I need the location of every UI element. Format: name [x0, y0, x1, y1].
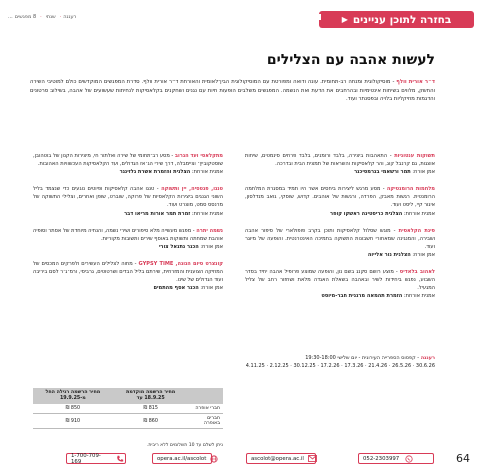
page-number: 64: [456, 452, 470, 465]
intro-text: - מוסיקולוגית ומנחה רב-תחומית. עונה ודואה ומפורטת עם המוסיקולוגית הבין־לאומית והאורחת ד״ר אורית וולף. סדרת המפגשים המוקדשים כולם למוטיבי השירה והחשק, מלווים בשיחות אינטימיות ובהרחבים את הדעת ואת הנשמה. המפגשים משלבים הופעות חיות עם נגנים ושחקנים בקלאסיקות לנחיתות שעשועים של אהבה, בשילוב סרטונים והדגמות מוזיקליות בלויה ובפסנתר ועוד.: [30, 79, 435, 103]
price-cell: חברי אופרה: [189, 404, 223, 414]
event-guide: אמנית אורחת: הזמרת תהמאה מרגנית חבר-מיוסט: [321, 293, 435, 300]
price-cell: 850 ₪: [33, 404, 113, 414]
event-guide: אמנית אורחת: הצלנית והזמרת אשרת גלזינגר: [119, 169, 223, 176]
phone-icon: [114, 454, 125, 463]
dates-block: [245, 354, 435, 370]
back-to-contents-button[interactable]: [319, 11, 474, 28]
event-name: מתקלאסי ועד הגרוב: [174, 153, 223, 159]
price-note: ניתן לשלם עד 10 תשלומים ללא ריבית.: [146, 443, 223, 448]
price-header-cell: מחיר הרשמה מוקדמת 18.9.25 עד: [113, 388, 189, 404]
telephone-number: 1-700-709-169: [71, 452, 101, 465]
breadcrumb-item: שנתי: [45, 14, 56, 20]
event-guide: אמן אורח: הצלנית נור אלייוה: [367, 251, 435, 258]
event-text: - מחוה לצלילים העשירים ולפרקים המכסים של המוזיקה הצוענית והמזרחית, שירתם בליל הבדים ושרטוטים, גרביסי, ורמ׳ג׳ר לסם ביריבה ועוד הגדולים של שינו.: [33, 260, 223, 284]
breadcrumb-item: 8 מפגשים: [14, 14, 37, 20]
telephone-contact[interactable]: [66, 453, 126, 464]
website-url: opera.ac.il/ascolot: [157, 455, 207, 462]
back-arrow-icon: ▶: [341, 15, 348, 24]
price-row: [33, 414, 223, 429]
dates-list: 4.11.25 · 2.12.25 · 30.12.25 · 17.2.26 · 17.3.26 · 21.4.26 · 26.5.26 · 30.6.26: [245, 363, 435, 369]
event-item: [33, 227, 223, 251]
event-name: קונצרט סיום הגונה, GYPSY TIME: [138, 260, 223, 267]
breadcrumb-item: ...רעננה: [8, 14, 77, 20]
dates-label: רעננה: [420, 355, 435, 361]
price-table-header: [33, 388, 223, 404]
event-item: [245, 152, 435, 176]
whatsapp-icon: [403, 454, 414, 463]
event-name: לאהוב בלאדיס: [399, 269, 435, 276]
event-name: תשוקות ענטוניות: [394, 153, 435, 159]
email-address: ascolot@opera.ac.il: [251, 455, 304, 462]
price-cell: 815 ₪: [113, 404, 189, 414]
back-label: בחזרה לתוכן עניינים: [352, 13, 452, 26]
intro-paragraph: [30, 78, 435, 104]
price-cell: 910 ₪: [33, 414, 113, 429]
page-title: לעשות אהבה עם הצלילים: [266, 52, 435, 68]
dates-schedule: - קפסוס הספרייה העירונית - יום שלישי: [337, 355, 421, 361]
globe-icon: [210, 454, 218, 463]
footer: [6, 452, 474, 468]
event-name: פינת הקלאסית: [398, 227, 435, 234]
email-contact[interactable]: [246, 453, 316, 464]
price-cell: 860 ₪: [113, 414, 189, 429]
phone-number: 052-2303997: [363, 455, 400, 462]
event-guide: אמן אורח: תמר ורשאמי בגרמסיכנר: [354, 169, 435, 176]
event-text: - התאהבות ביצירה, בלבד ורומנים, בלבד פרחים סינמטים, שיחות אוצגות, גם קרנבל קוג, והר קלאסיקות והשראות של תמצית הבית ובדרכה.: [245, 153, 435, 168]
price-row: [33, 404, 223, 414]
intro-lead: ד״ר אורית וולף: [396, 79, 435, 85]
events-column-right: [245, 152, 435, 309]
event-guide: אמנית אורחת: זמרת תמר אורות מריאו דבר: [124, 210, 223, 217]
price-header-cell: [189, 388, 223, 404]
event-text: - מפגש מעשייה מלא סיפורים ושירי נשמה, והנחיה מיוחדת של אסתר וסופיה אוהבת שמחתה ותשוקות באוסף שירים ותשובות מקוריות.: [33, 227, 223, 242]
event-name: מלחמות הרומנטיקה: [386, 186, 435, 193]
event-text: - מסע מרגש ליצירות ביחסים אשר היו תמיד במסגרת המלחמה הרומנטית. רגשות מאבק, הפרדה, ורגשות של אוהבים. קדוש, שוסקי, גואב מנדלסון, איגור קיי, ליסט ועוד.: [245, 186, 435, 209]
breadcrumb: ...רעננה·שנתי·8 מפגשים: [6, 14, 321, 20]
event-text: - מוגש שסלול קלאסיקות ותוכן בקרב פופולארי של סיפור אהבה ושבירה, והמנגינה שמאחורי חשבונות התשוקה בתמיכה האינטרנטית. והופעה של מיוגר ועוד.: [245, 227, 435, 250]
event-name: נשמה יתרה: [196, 227, 223, 234]
event-item: [245, 185, 435, 217]
price-header-cell: מחיר הרשמה רגילה החל מ-19.9.25: [33, 388, 113, 404]
event-guide: אמנית אורחת: הצלנית כריסטינה ראשקו קופר: [330, 210, 435, 217]
event-item: [33, 152, 223, 176]
phone-contact[interactable]: [358, 453, 434, 464]
price-table: [33, 388, 223, 429]
price-cell: חברים באופרה: [189, 414, 223, 429]
event-guide: אמן אורח: הכנר נתנאל צורי: [158, 243, 223, 250]
event-text: - טנגו אהבה קלאסיקות ופיוטים נוגעים כדי שנצמד בליל השוני הגנגים ביצירות הקלאסיות של פרוקה, שוברט, שופן ואחרים, וצלילי התשוקה של מרנסס סמט, מוצרט ועוד.: [33, 186, 223, 209]
event-item: [245, 268, 435, 300]
mail-icon: [308, 454, 317, 463]
event-item: [33, 260, 223, 292]
website-contact[interactable]: [152, 453, 212, 464]
event-item: [33, 185, 223, 217]
dates-time: 19:30-18:00: [305, 355, 336, 361]
events-column-left: [33, 152, 223, 301]
event-text: - מסע רב־תחומי של שירה ואלתור חי, מיצירות הקנון של בוטהובן, שוסטקוביץ׳ וציימבלה, דרך שירי הג׳אז הגדולים, ועד הקלאסיקות העכשוויות האהובות.: [33, 153, 223, 168]
event-name: טנגו, פנטסיה, יין ותשוקה: [161, 186, 223, 193]
event-guide: אמן אורח: הכנר אסף מהתמים: [153, 285, 223, 292]
event-item: [245, 227, 435, 259]
event-text: - מוצע רושם סקנג בשם נון, והופעה שמוצע פרופיל אהבה יחיד בסדר השבוע, נפגש ביחידות לשיר ובאהבה בשאלת האגדה מלאת ושחזור רחב של צליל המגעיל.: [245, 269, 435, 292]
